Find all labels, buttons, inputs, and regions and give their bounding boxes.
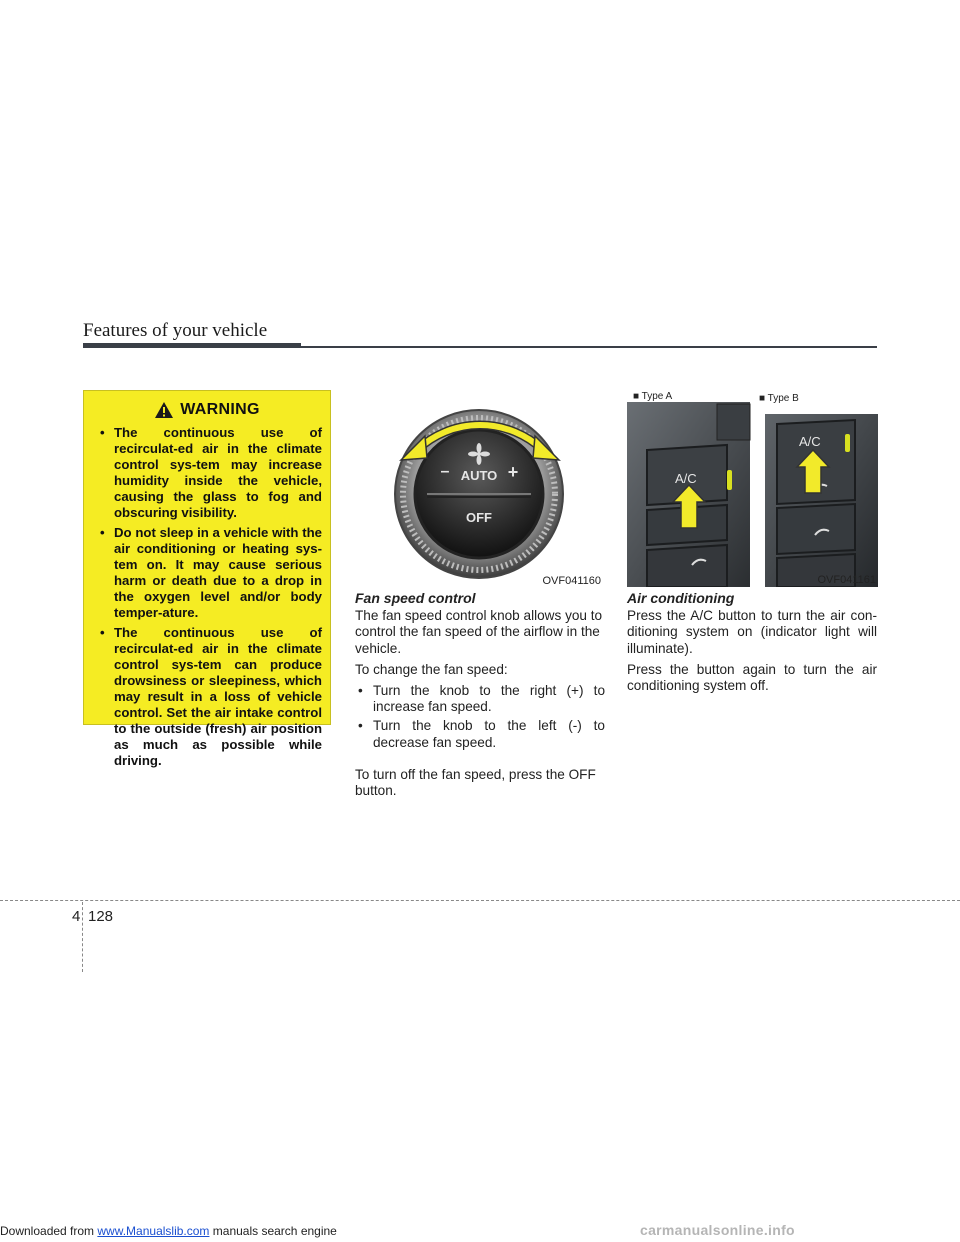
watermark: carmanualsonline.info [640,1222,795,1238]
minus-label: – [440,463,450,480]
fan-speed-off: To turn off the fan speed, press the OFF button. [355,766,596,799]
fan-speed-section [355,590,605,804]
type-a-label: ■ Type A [633,391,673,402]
fan-knob-illustration [355,390,606,587]
fan-speed-heading: Fan speed control [355,590,476,606]
air-conditioning-section [627,590,877,699]
warning-item: • The continuous use of recirculat-ed air in the climate control sys-tem may increase humidity inside the vehicle, causing the glass to fog and obscuring visibility. [92,425,322,521]
ac-button-figure [627,390,878,587]
fan-speed-bullet: • Turn the knob to the right (+) to increase fan speed. [355,683,605,715]
auto-label: AUTO [460,468,498,483]
download-notice [0,1224,337,1238]
air-conditioning-p1: Press the A/C button to turn the air con-ditioning system on (indicator light will illuminate). [627,608,877,656]
fan-knob-figure [355,390,606,587]
chapter-number: 4 [72,908,81,925]
fan-speed-change: To change the fan speed: [355,661,508,677]
air-conditioning-p2: Press the button again to turn the air conditioning system off. [627,661,877,694]
fan-speed-intro: The fan speed control knob allows you to control the fan speed of the airflow in the vehicle. [355,608,603,656]
section-title: Features of your vehicle [83,320,268,341]
figure-code: OVF041160 [542,575,601,587]
header-rule-thick [83,343,301,348]
header-rule-thin [301,346,877,348]
download-prefix: Downloaded from [0,1224,98,1238]
manualslib-link[interactable]: www.Manualslib.com [97,1224,210,1238]
air-conditioning-heading: Air conditioning [627,590,735,606]
footer-vertical-rule [82,902,83,972]
plus-label: + [507,462,519,482]
ac-button-illustration [627,390,878,587]
ac-label-a: A/C [675,471,697,486]
download-suffix: manuals search engine [209,1224,337,1238]
footer-rule [0,900,960,901]
type-b-label: ■ Type B [759,393,799,404]
warning-list [92,425,322,769]
fan-speed-bullet: • Turn the knob to the left (-) to decrease fan speed. [355,718,605,750]
fan-speed-bullets [355,683,605,751]
warning-box [83,390,331,768]
page-number: 128 [88,908,114,925]
warning-header [92,401,322,419]
warning-triangle-icon [154,401,174,419]
figure-code: OVF041161 [817,574,876,586]
warning-item: • Do not sleep in a vehicle with the air conditioning or heating sys-tem on. It may cause serious harm or death due to a drop in the oxygen level and/or body temper-ature. [92,525,322,621]
warning-item: • The continuous use of recirculat-ed air in the climate control sys-tem can produce drowsiness or sleepiness, which may result in a loss of vehicle control. Set the air intake control to the outside (fresh) air position as much as possible while driving. [92,625,322,769]
ac-label-b: A/C [799,434,821,449]
off-label: OFF [466,510,492,525]
warning-title: WARNING [180,401,260,418]
